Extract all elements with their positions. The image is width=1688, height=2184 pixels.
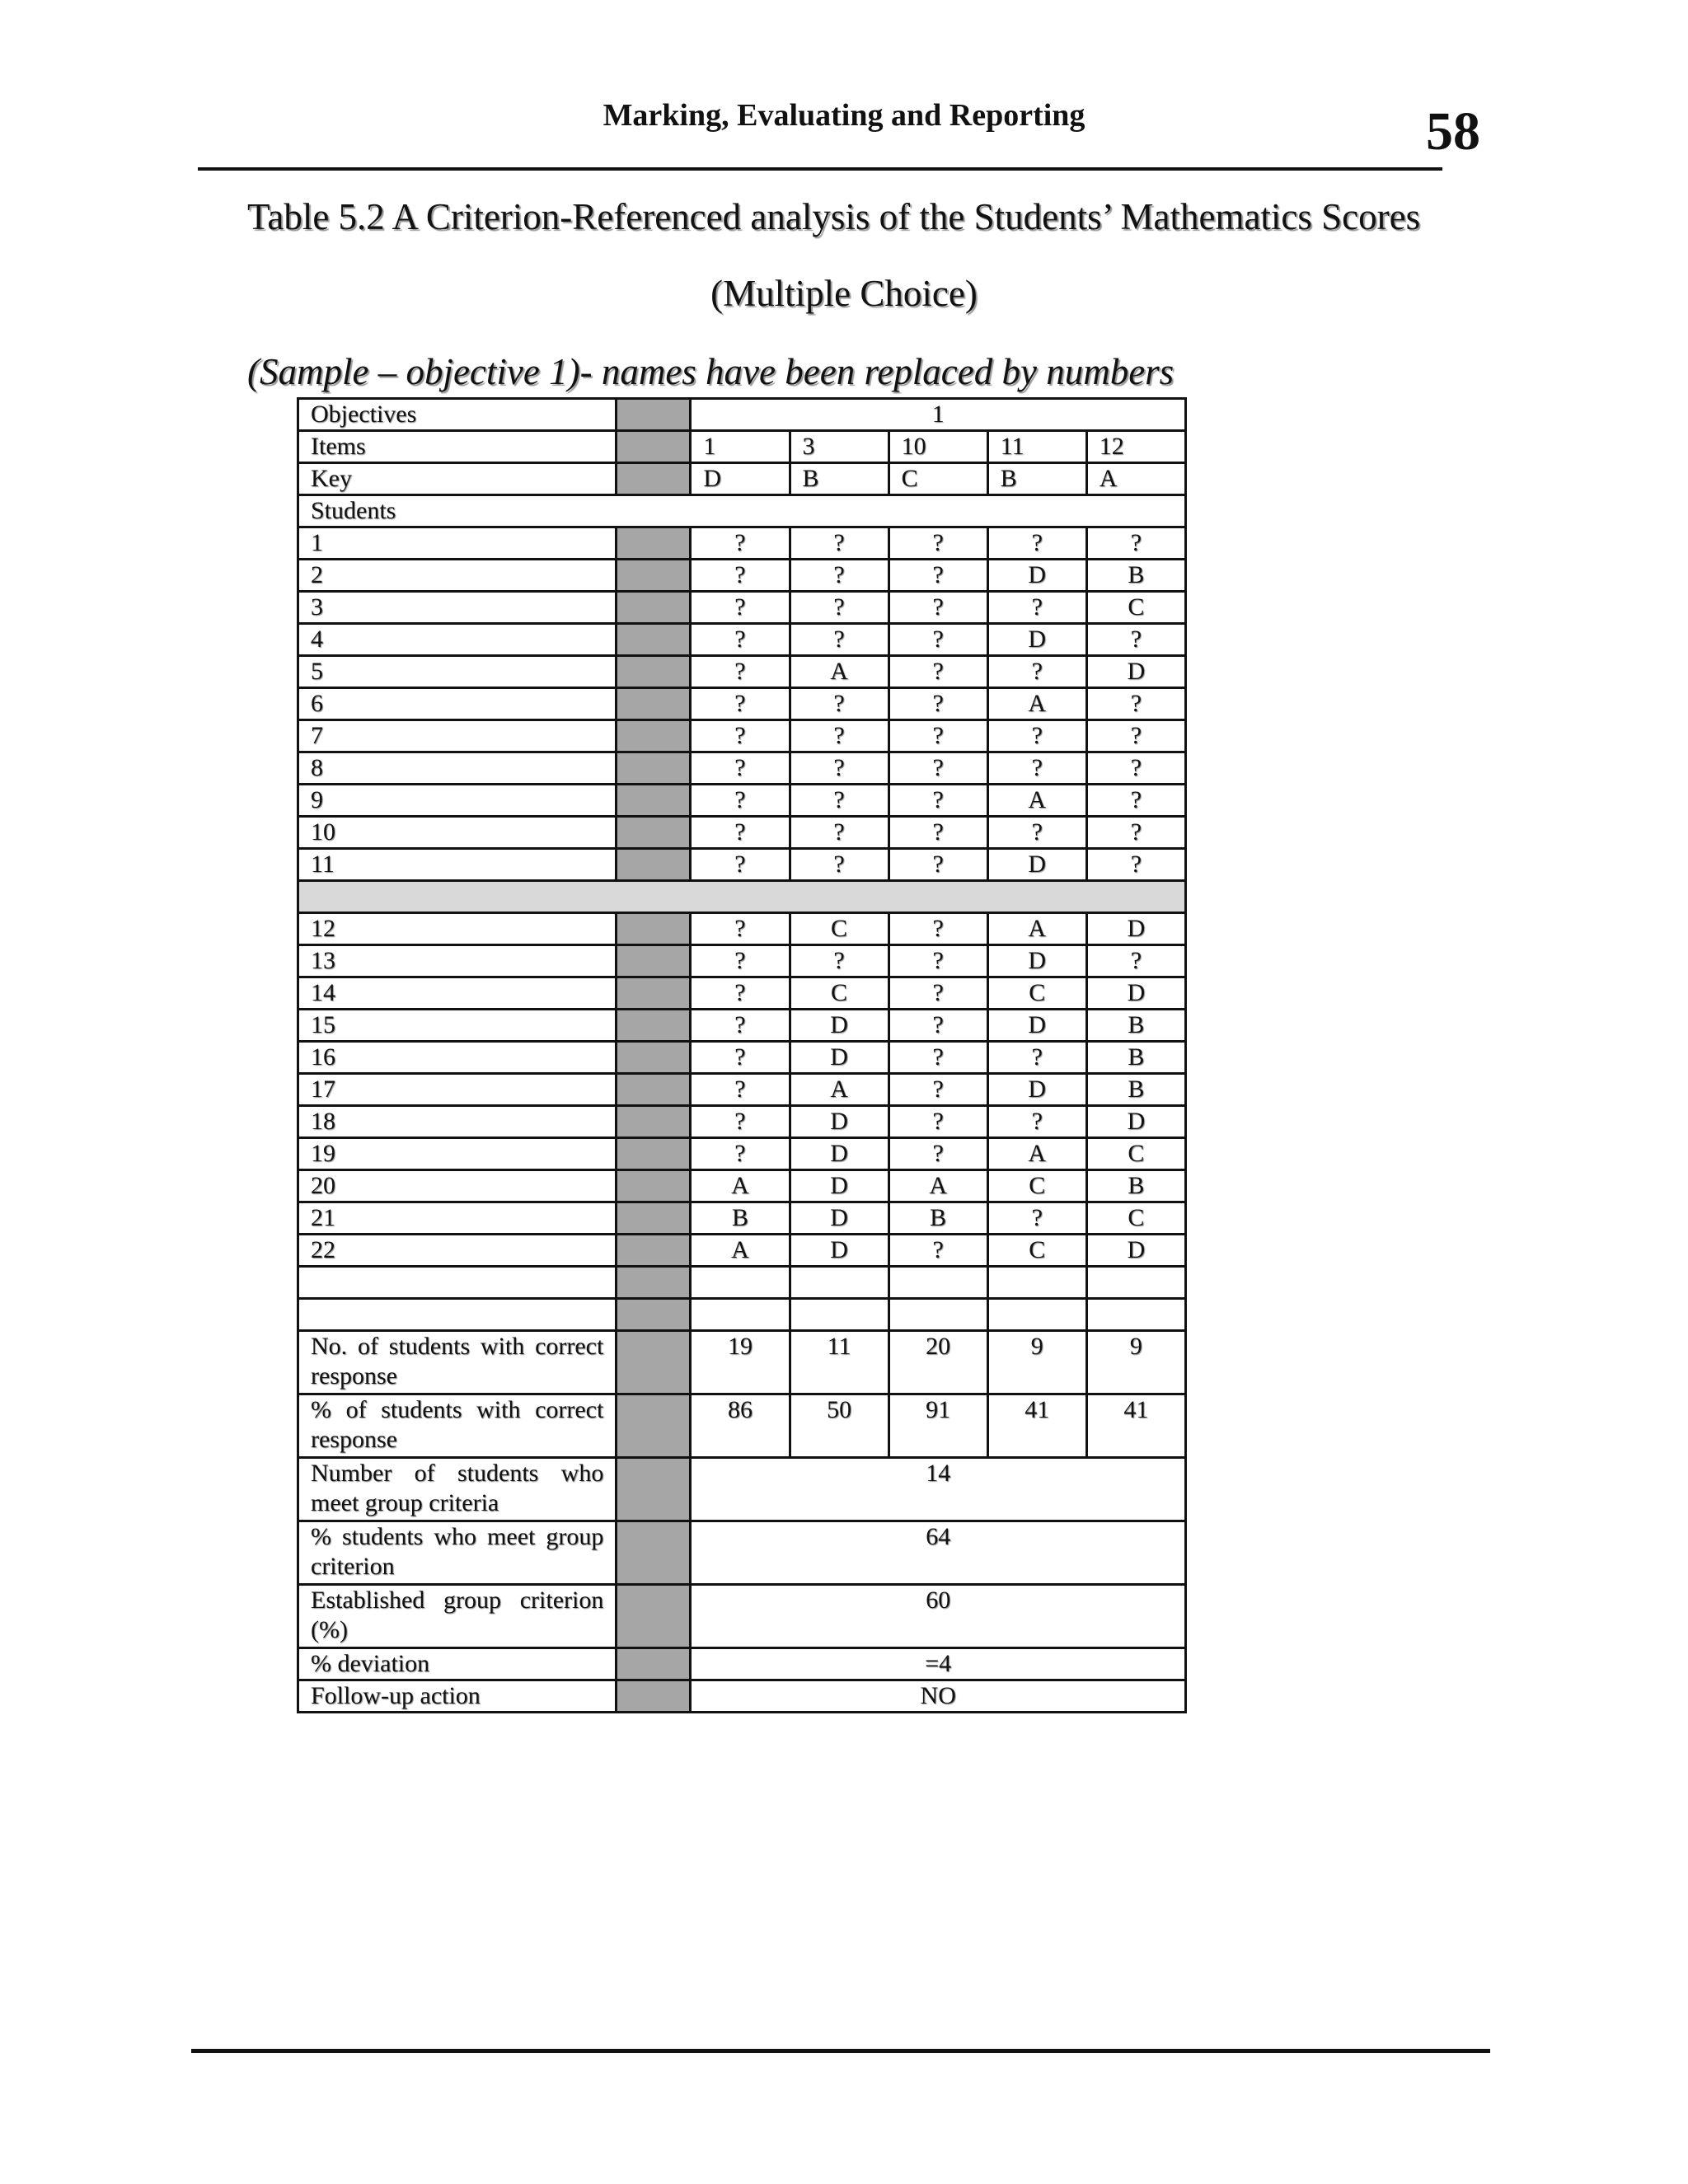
correct-percent-value: 91 (889, 1394, 987, 1458)
blank-row (298, 1299, 1186, 1331)
meet-percent-value: 64 (691, 1521, 1186, 1585)
student-response: ? (1086, 785, 1185, 817)
blank-cell (987, 1267, 1086, 1299)
blank-cell (298, 1299, 617, 1331)
running-header: Marking, Evaluating and Reporting (603, 98, 1085, 133)
student-response: ? (889, 527, 987, 560)
meet-percent-label: % students who meet group criterion (298, 1521, 617, 1585)
student-response: ? (790, 720, 889, 752)
student-response: B (1086, 1074, 1185, 1106)
student-response: B (1086, 1010, 1185, 1042)
student-response: D (790, 1170, 889, 1202)
shaded-cell (617, 527, 691, 560)
student-number: 14 (298, 977, 617, 1010)
student-response: B (1086, 1170, 1185, 1202)
table-title: Table 5.2 A Criterion-Referenced analysis of the Students’ Mathematics Scores (247, 196, 1421, 237)
student-response: ? (1086, 752, 1185, 785)
student-number: 10 (298, 817, 617, 849)
student-response: C (987, 1235, 1086, 1267)
student-response: ? (1086, 527, 1185, 560)
shaded-cell (617, 463, 691, 495)
student-response: ? (790, 945, 889, 977)
student-number: 18 (298, 1106, 617, 1138)
student-response: ? (889, 913, 987, 945)
student-response: ? (691, 1106, 790, 1138)
meet-count-value: 14 (691, 1458, 1186, 1521)
shaded-cell (617, 1648, 691, 1680)
student-response: A (987, 688, 1086, 720)
student-response: ? (790, 527, 889, 560)
student-row (298, 785, 1186, 817)
student-response: D (790, 1138, 889, 1170)
item-number: 12 (1086, 431, 1185, 463)
student-response: ? (691, 785, 790, 817)
student-number: 8 (298, 752, 617, 785)
footer-rule (191, 2049, 1490, 2053)
blank-cell (987, 1299, 1086, 1331)
shaded-cell (617, 913, 691, 945)
follow-up-action-value: NO (691, 1680, 1186, 1713)
student-response: B (1086, 1042, 1185, 1074)
established-criterion-label: Established group criterion (%) (298, 1585, 617, 1648)
student-response: ? (691, 945, 790, 977)
table-title-continued: (Multiple Choice) (710, 273, 978, 314)
student-response: ? (889, 1010, 987, 1042)
blank-cell (790, 1267, 889, 1299)
student-response: ? (889, 1074, 987, 1106)
shaded-cell (617, 592, 691, 624)
student-response: ? (889, 720, 987, 752)
student-response: ? (889, 817, 987, 849)
deviation-label: % deviation (298, 1648, 617, 1680)
student-number: 2 (298, 560, 617, 592)
student-row (298, 849, 1186, 881)
blank-cell (1086, 1267, 1185, 1299)
student-response: ? (691, 1138, 790, 1170)
shaded-cell (617, 1202, 691, 1235)
student-number: 19 (298, 1138, 617, 1170)
shaded-cell (617, 977, 691, 1010)
student-row (298, 720, 1186, 752)
blank-row (298, 1267, 1186, 1299)
follow-up-action-label: Follow-up action (298, 1680, 617, 1713)
student-response: C (1086, 1138, 1185, 1170)
correct-count-value: 19 (691, 1331, 790, 1394)
key-label: Key (298, 463, 617, 495)
student-response: C (790, 913, 889, 945)
student-number: 6 (298, 688, 617, 720)
correct-count-value: 9 (987, 1331, 1086, 1394)
student-response: ? (1086, 849, 1185, 881)
student-response: C (1086, 1202, 1185, 1235)
student-response: ? (889, 688, 987, 720)
student-row (298, 624, 1186, 656)
shaded-cell (617, 817, 691, 849)
student-response: ? (1086, 720, 1185, 752)
student-response: ? (987, 656, 1086, 688)
student-row (298, 817, 1186, 849)
student-response: A (790, 1074, 889, 1106)
student-response: ? (790, 817, 889, 849)
shaded-cell (617, 1170, 691, 1202)
student-row (298, 1106, 1186, 1138)
shaded-cell (617, 624, 691, 656)
established-criterion-value: 60 (691, 1585, 1186, 1648)
student-row (298, 945, 1186, 977)
student-row (298, 913, 1186, 945)
correct-count-value: 9 (1086, 1331, 1185, 1394)
student-response: ? (987, 1106, 1086, 1138)
student-response: D (987, 560, 1086, 592)
correct-percent-value: 50 (790, 1394, 889, 1458)
student-response: D (987, 624, 1086, 656)
answer-key: C (889, 463, 987, 495)
shaded-cell (617, 752, 691, 785)
shaded-cell (617, 560, 691, 592)
objectives-label: Objectives (298, 399, 617, 431)
student-response: ? (691, 913, 790, 945)
student-response: D (987, 945, 1086, 977)
student-number: 3 (298, 592, 617, 624)
shaded-cell (617, 1235, 691, 1267)
shaded-cell (617, 1680, 691, 1713)
student-row (298, 592, 1186, 624)
student-number: 12 (298, 913, 617, 945)
students-header-row (298, 495, 1186, 527)
student-response: A (691, 1235, 790, 1267)
student-response: ? (790, 624, 889, 656)
student-response: ? (987, 817, 1086, 849)
items-row (298, 431, 1186, 463)
student-response: A (987, 1138, 1086, 1170)
student-response: C (790, 977, 889, 1010)
shaded-cell (617, 399, 691, 431)
answer-key: A (1086, 463, 1185, 495)
student-response: B (1086, 560, 1185, 592)
student-response: D (987, 1074, 1086, 1106)
student-row (298, 560, 1186, 592)
student-response: ? (1086, 624, 1185, 656)
separator-row (298, 881, 1186, 913)
items-label: Items (298, 431, 617, 463)
student-response: ? (790, 849, 889, 881)
student-row (298, 1010, 1186, 1042)
student-row (298, 527, 1186, 560)
students-label: Students (298, 495, 1186, 527)
student-row (298, 977, 1186, 1010)
correct-count-value: 11 (790, 1331, 889, 1394)
student-response: D (790, 1235, 889, 1267)
header-rule (198, 167, 1442, 171)
correct-percent-value: 86 (691, 1394, 790, 1458)
student-response: ? (987, 592, 1086, 624)
page-number: 58 (1426, 101, 1480, 162)
shaded-cell (617, 1074, 691, 1106)
blank-cell (298, 1267, 617, 1299)
blank-cell (889, 1267, 987, 1299)
student-response: ? (889, 945, 987, 977)
blank-cell (790, 1299, 889, 1331)
student-number: 11 (298, 849, 617, 881)
correct-count-label: No. of students with correct response (298, 1331, 617, 1394)
student-response: D (790, 1042, 889, 1074)
answer-key: D (691, 463, 790, 495)
student-response: A (987, 913, 1086, 945)
student-response: ? (889, 624, 987, 656)
student-response: ? (889, 977, 987, 1010)
student-response: D (1086, 977, 1185, 1010)
student-response: ? (790, 752, 889, 785)
student-row (298, 1074, 1186, 1106)
meet-percent-row (298, 1521, 1186, 1585)
student-response: ? (691, 592, 790, 624)
meet-count-label: Number of students who meet group criteria (298, 1458, 617, 1521)
correct-percent-value: 41 (987, 1394, 1086, 1458)
answer-key: B (790, 463, 889, 495)
shaded-cell (617, 656, 691, 688)
key-row (298, 463, 1186, 495)
student-response: ? (691, 1074, 790, 1106)
student-response: A (691, 1170, 790, 1202)
shaded-cell (617, 1010, 691, 1042)
student-number: 16 (298, 1042, 617, 1074)
student-response: ? (1086, 688, 1185, 720)
student-response: ? (987, 1042, 1086, 1074)
student-response: ? (987, 752, 1086, 785)
shaded-cell (617, 1138, 691, 1170)
student-response: ? (691, 688, 790, 720)
student-response: D (987, 1010, 1086, 1042)
student-row (298, 1170, 1186, 1202)
student-row (298, 688, 1186, 720)
shaded-cell (617, 1585, 691, 1648)
correct-count-row (298, 1331, 1186, 1394)
item-number: 10 (889, 431, 987, 463)
shaded-cell (617, 1331, 691, 1394)
answer-key: B (987, 463, 1086, 495)
student-response: ? (691, 560, 790, 592)
follow-up-action-row (298, 1680, 1186, 1713)
student-number: 5 (298, 656, 617, 688)
student-response: ? (987, 527, 1086, 560)
student-response: A (790, 656, 889, 688)
shaded-cell (617, 785, 691, 817)
student-response: B (691, 1202, 790, 1235)
student-response: D (790, 1202, 889, 1235)
student-row (298, 1202, 1186, 1235)
criterion-table (297, 397, 1187, 1713)
student-response: ? (691, 817, 790, 849)
blank-cell (691, 1267, 790, 1299)
correct-percent-label: % of students with correct response (298, 1394, 617, 1458)
correct-count-value: 20 (889, 1331, 987, 1394)
student-response: ? (987, 1202, 1086, 1235)
deviation-value: =4 (691, 1648, 1186, 1680)
shaded-cell (617, 1521, 691, 1585)
student-response: ? (889, 1138, 987, 1170)
table-subtitle: (Sample – objective 1)- names have been replaced by numbers (247, 351, 1175, 392)
student-response: D (790, 1010, 889, 1042)
student-response: B (889, 1202, 987, 1235)
student-response: ? (691, 752, 790, 785)
student-number: 13 (298, 945, 617, 977)
student-response: A (889, 1170, 987, 1202)
shaded-cell (617, 688, 691, 720)
student-response: D (1086, 1235, 1185, 1267)
student-response: ? (1086, 945, 1185, 977)
student-response: ? (790, 688, 889, 720)
student-response: C (987, 977, 1086, 1010)
correct-percent-value: 41 (1086, 1394, 1185, 1458)
objectives-row (298, 399, 1186, 431)
objective-value: 1 (691, 399, 1186, 431)
shaded-cell (617, 1106, 691, 1138)
student-response: ? (691, 849, 790, 881)
item-number: 11 (987, 431, 1086, 463)
shaded-cell (617, 720, 691, 752)
student-number: 7 (298, 720, 617, 752)
student-number: 20 (298, 1170, 617, 1202)
blank-cell (691, 1299, 790, 1331)
shaded-cell (617, 945, 691, 977)
student-response: D (790, 1106, 889, 1138)
student-response: ? (889, 656, 987, 688)
student-number: 15 (298, 1010, 617, 1042)
student-number: 17 (298, 1074, 617, 1106)
student-number: 1 (298, 527, 617, 560)
shaded-cell (617, 1042, 691, 1074)
student-row (298, 1138, 1186, 1170)
student-row (298, 1235, 1186, 1267)
student-number: 22 (298, 1235, 617, 1267)
shaded-cell (617, 1394, 691, 1458)
deviation-row (298, 1648, 1186, 1680)
student-response: D (1086, 1106, 1185, 1138)
student-number: 4 (298, 624, 617, 656)
student-row (298, 656, 1186, 688)
student-response: ? (691, 656, 790, 688)
student-response: ? (790, 560, 889, 592)
student-number: 21 (298, 1202, 617, 1235)
shaded-cell (617, 849, 691, 881)
student-row (298, 752, 1186, 785)
student-response: ? (691, 624, 790, 656)
student-response: ? (790, 785, 889, 817)
student-response: ? (889, 752, 987, 785)
student-response: ? (691, 1042, 790, 1074)
shaded-cell (617, 1299, 691, 1331)
student-response: ? (889, 785, 987, 817)
student-response: D (1086, 913, 1185, 945)
meet-count-row (298, 1458, 1186, 1521)
shaded-cell (617, 431, 691, 463)
student-response: ? (1086, 817, 1185, 849)
item-number: 3 (790, 431, 889, 463)
student-response: ? (889, 849, 987, 881)
student-number: 9 (298, 785, 617, 817)
student-response: ? (889, 1235, 987, 1267)
item-number: 1 (691, 431, 790, 463)
student-response: ? (889, 1106, 987, 1138)
established-criterion-row (298, 1585, 1186, 1648)
blank-cell (1086, 1299, 1185, 1331)
student-response: ? (889, 1042, 987, 1074)
student-response: D (987, 849, 1086, 881)
student-response: ? (691, 977, 790, 1010)
correct-percent-row (298, 1394, 1186, 1458)
student-response: ? (987, 720, 1086, 752)
student-response: ? (889, 560, 987, 592)
student-response: A (987, 785, 1086, 817)
blank-cell (889, 1299, 987, 1331)
separator-cell (298, 881, 1186, 913)
student-response: ? (691, 720, 790, 752)
student-response: ? (691, 1010, 790, 1042)
student-response: ? (691, 527, 790, 560)
student-response: C (987, 1170, 1086, 1202)
student-response: C (1086, 592, 1185, 624)
shaded-cell (617, 1267, 691, 1299)
shaded-cell (617, 1458, 691, 1521)
student-response: ? (889, 592, 987, 624)
student-response: ? (790, 592, 889, 624)
student-row (298, 1042, 1186, 1074)
student-response: D (1086, 656, 1185, 688)
